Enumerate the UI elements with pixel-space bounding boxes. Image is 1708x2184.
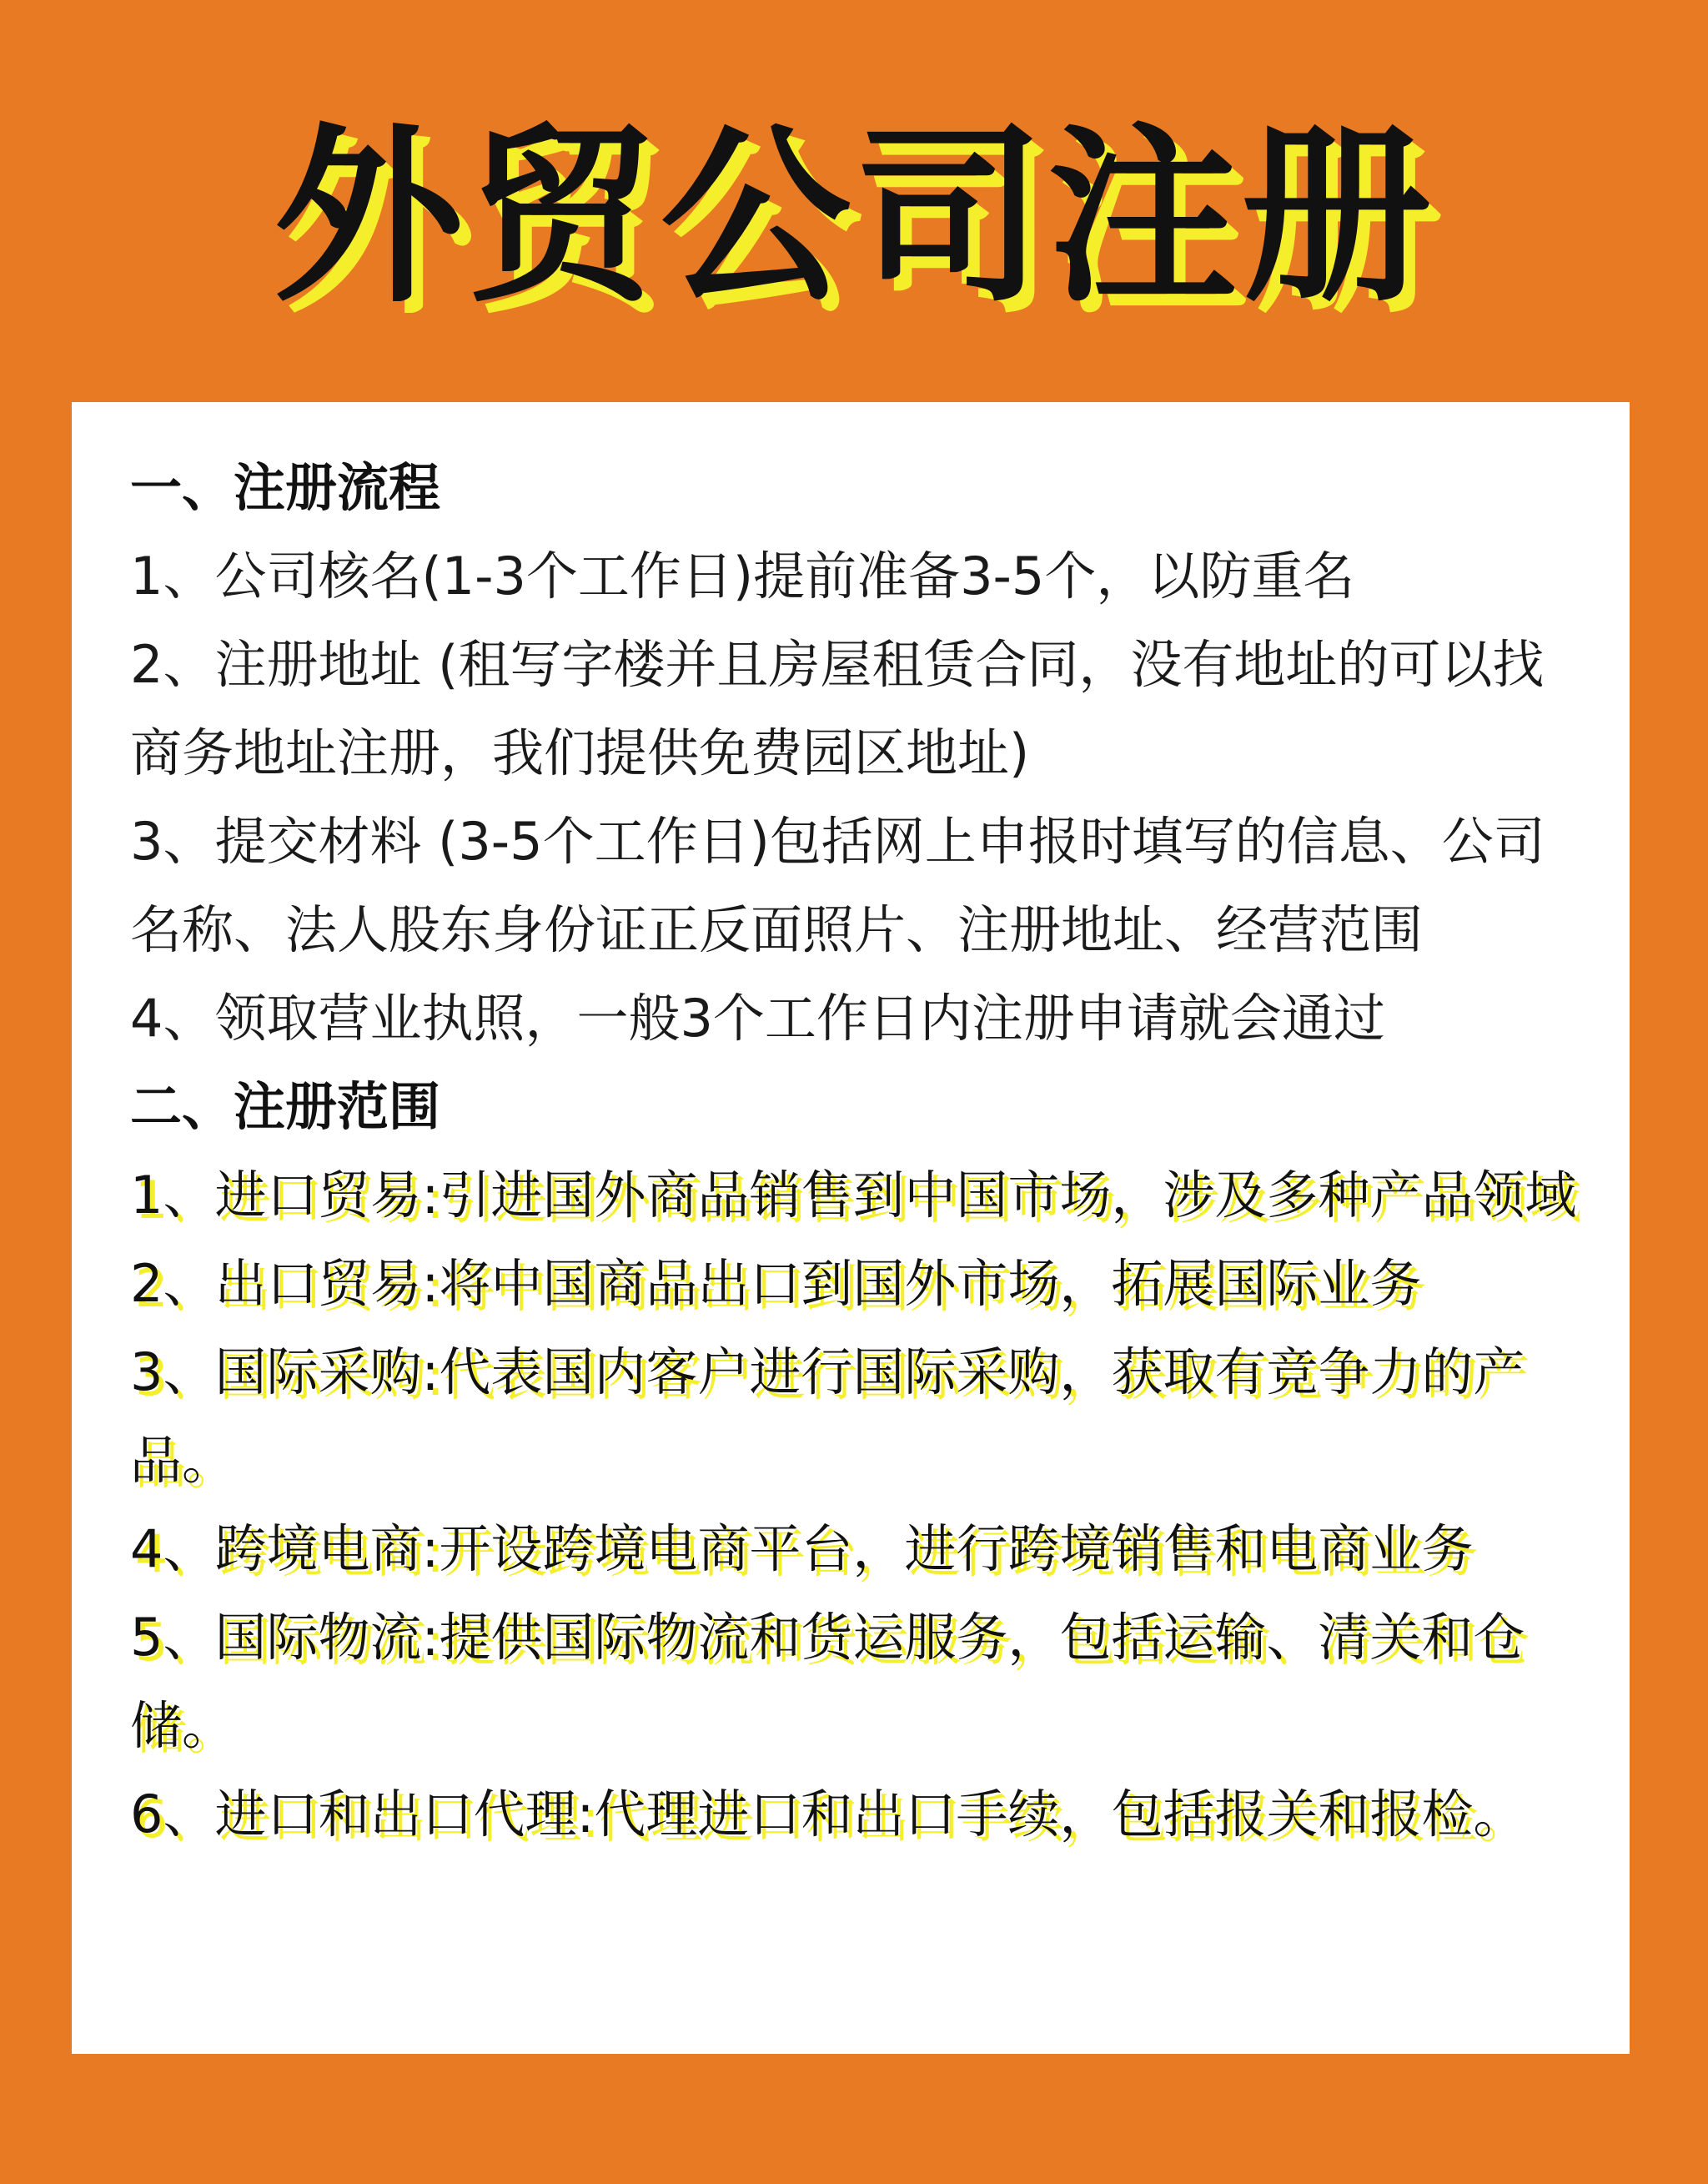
page-title: 外贸公司注册 <box>274 106 1434 328</box>
process-item-4: 4、领取营业执照，一般3个工作日内注册申请就会通过 <box>130 988 1385 1049</box>
section-heading-process: 一、注册流程 <box>130 457 441 518</box>
process-item-3: 3、提交材料 (3-5个工作日)包括网上申报时填写的信息、公司名称、法人股东身份证正反面照片、注册地址、经营范围 <box>130 811 1545 960</box>
scope-item-1: 1、进口贸易:引进国外商品销售到中国市场，涉及多种产品领域 <box>130 1165 1577 1225</box>
section-heading-scope: 二、注册范围 <box>130 1076 441 1137</box>
process-item-2: 2、注册地址 (租写字楼并且房屋租赁合同，没有地址的可以找商务地址注册，我们提供免费园区地址) <box>130 634 1545 783</box>
scope-item-3: 3、国际采购:代表国内客户进行国际采购，获取有竞争力的产品。 <box>130 1341 1525 1491</box>
scope-item-5: 5、国际物流:提供国际物流和货运服务，包括运输、清关和仓储。 <box>130 1607 1525 1756</box>
content-card <box>72 402 1630 2054</box>
scope-item-4: 4、跨境电商:开设跨境电商平台，进行跨境销售和电商业务 <box>130 1518 1474 1579</box>
scope-item-2: 2、出口贸易:将中国商品出口到国外市场，拓展国际业务 <box>130 1253 1422 1314</box>
process-item-1: 1、公司核名(1-3个工作日)提前准备3-5个，以防重名 <box>130 546 1355 606</box>
scope-item-6: 6、进口和出口代理:代理进口和出口手续，包括报关和报检。 <box>130 1784 1525 1844</box>
